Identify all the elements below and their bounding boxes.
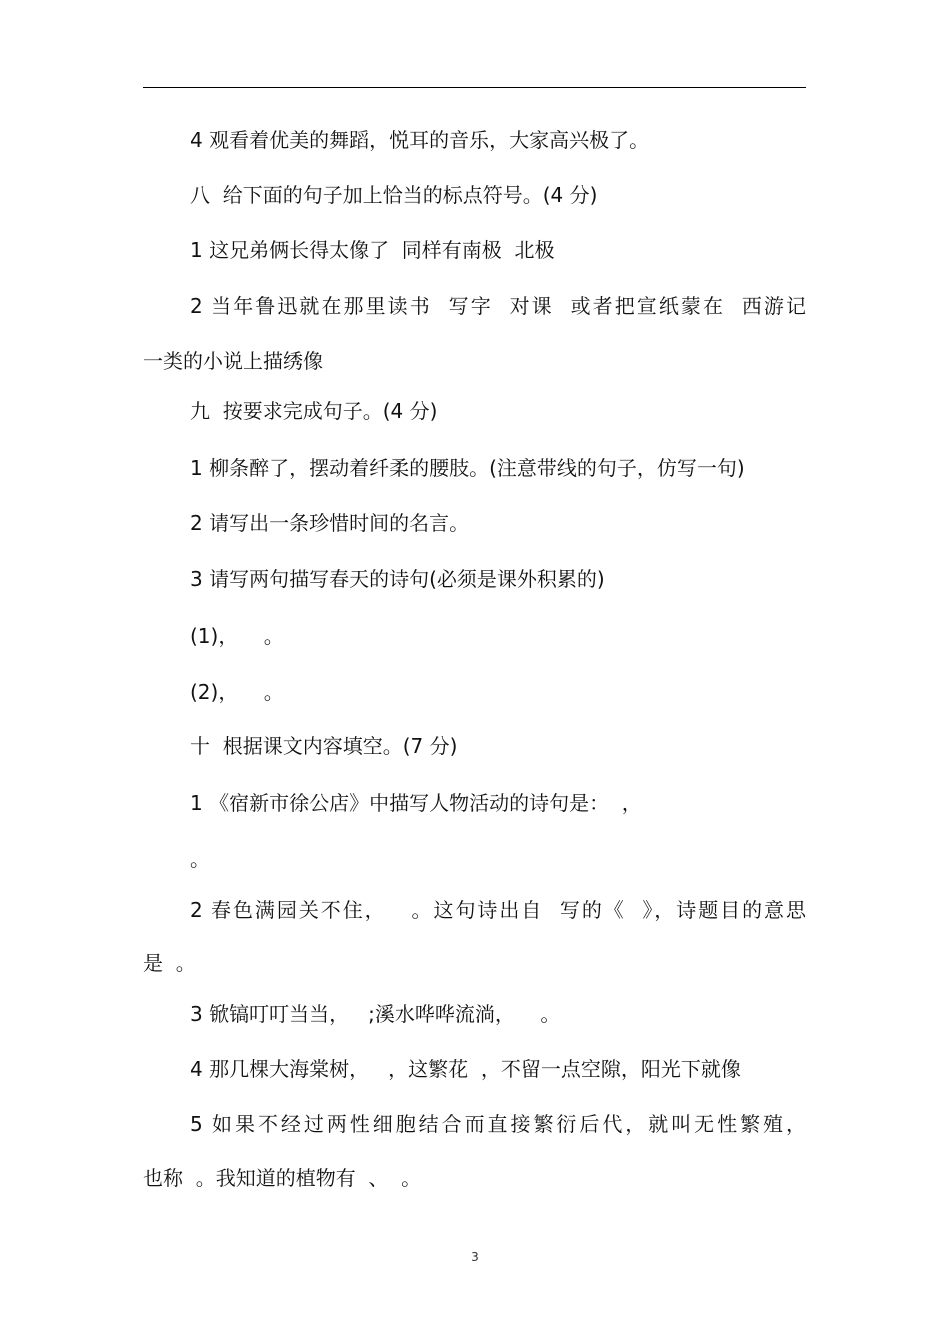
section-10-item-4: 4 那几棵大海棠树， ，这繁花 ，不留一点空隙，阳光下就像	[190, 1057, 741, 1081]
section-8-item-1: 1 这兄弟俩长得太像了 同样有南极 北极	[190, 238, 555, 262]
section-10-item-3: 3 锨镐叮叮当当， ;溪水哗哗流淌， 。	[190, 1002, 561, 1026]
section-8-item-2: 2 当年鲁迅就在那里读书 写字 对课 或者把宣纸蒙在 西游记	[190, 294, 806, 318]
section-10-item-1-continued: 。	[190, 847, 210, 871]
section-10-item-1: 1 《宿新市徐公店》中描写人物活动的诗句是： ，	[190, 791, 642, 815]
section-8-heading: 八 给下面的句子加上恰当的标点符号。(4 分)	[190, 183, 598, 207]
section-9-blank-1: (1)， 。	[190, 624, 284, 648]
section-9-blank-2: (2)， 。	[190, 680, 284, 704]
section-9-item-3: 3 请写两句描写春天的诗句(必须是课外积累的)	[190, 567, 605, 591]
section-9-heading: 九 按要求完成句子。(4 分)	[190, 399, 438, 423]
section-10-item-2-continued: 是 。	[143, 951, 196, 975]
section-9-item-1: 1 柳条醉了，摆动着纤柔的腰肢。(注意带线的句子，仿写一句)	[190, 456, 745, 480]
question-7-item-4: 4 观看着优美的舞蹈，悦耳的音乐，大家高兴极了。	[190, 128, 650, 152]
section-10-item-5-continued: 也称 。我知道的植物有 、 。	[143, 1166, 422, 1190]
header-rule	[143, 87, 806, 88]
section-8-item-2-continued: 一类的小说上描绣像	[143, 349, 323, 373]
page-number: 3	[471, 1250, 479, 1264]
section-10-heading: 十 根据课文内容填空。(7 分)	[190, 734, 458, 758]
section-10-item-2: 2 春色满园关不住， 。这句诗出自 写的《 》，诗题目的意思	[190, 898, 806, 922]
section-9-item-2: 2 请写出一条珍惜时间的名言。	[190, 511, 470, 535]
section-10-item-5: 5 如果不经过两性细胞结合而直接繁衍后代，就叫无性繁殖，	[190, 1112, 806, 1136]
